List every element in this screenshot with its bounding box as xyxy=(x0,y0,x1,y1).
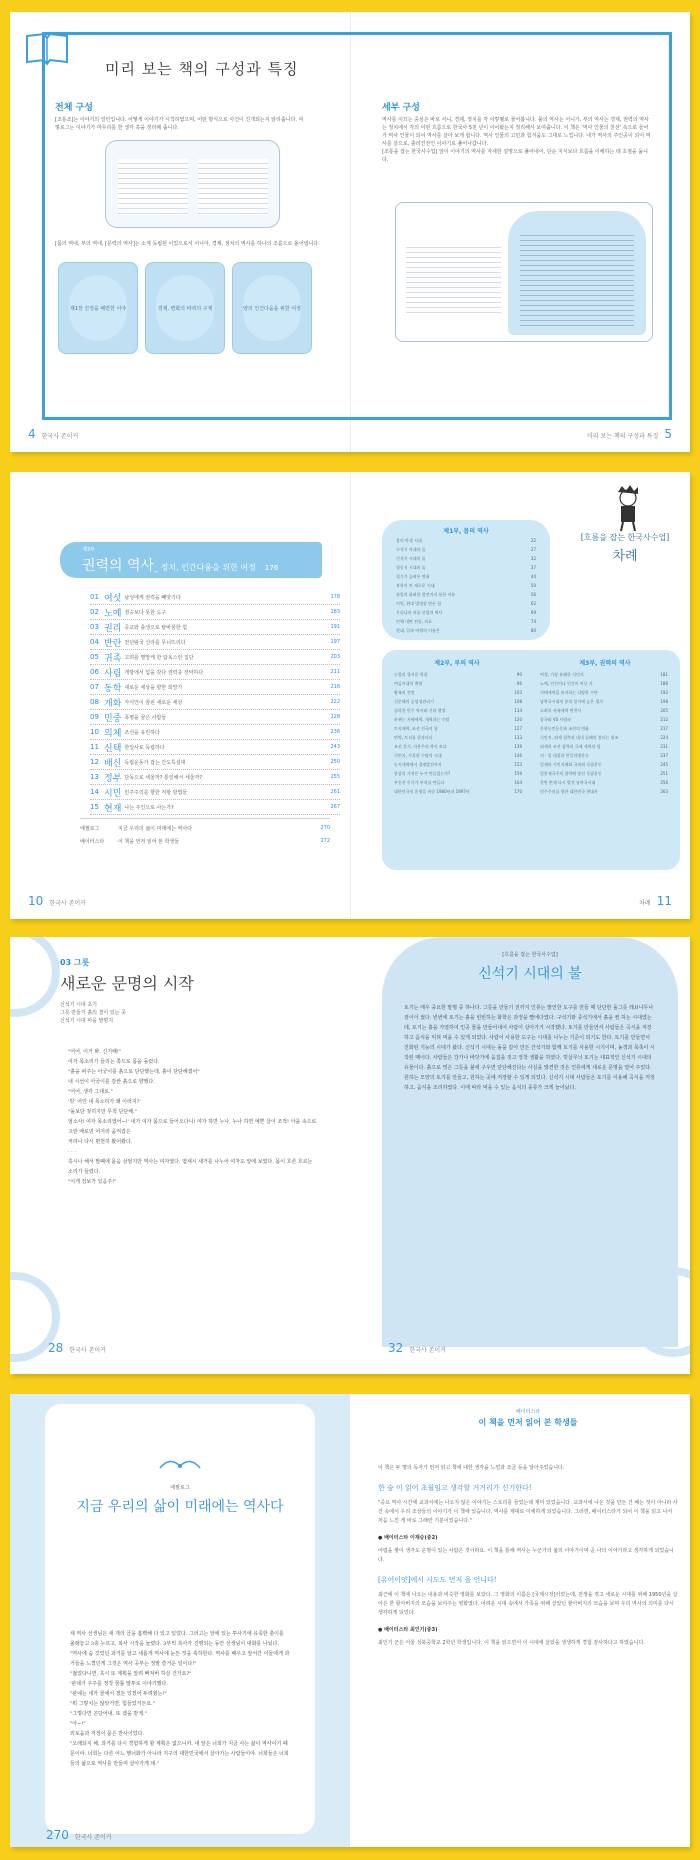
toc-sub-row: 우리나라 처음 산업의 역사 69 xyxy=(396,610,536,615)
spread-sample-chapter xyxy=(10,937,690,1374)
toc-sub-row: 식민지, 외세 침략과 대내 실패의 불타는 위조 224 xyxy=(540,735,668,740)
toc-sub-row: 토지재력, 조선 건국의 힘 127 xyxy=(394,726,522,731)
paragraph: "흙을 퍼주는 아궁이를 흙으로 단단했는데, 흙이 단단해졌어" xyxy=(68,1069,200,1075)
paragraph: 엄소사! 여자 목소리였어~!' 내가 여자 몸으로 들어오다니! 여자 하면 누나, 누나 하면 예쁜 살이 조적! 아을 속으로 고란 매로먼 어지러 움켜잡은 xyxy=(68,1119,317,1135)
section-text: 역사를 이끄는 중심은 바로 서니, 경제, 정치를 각 이렇헬로 물어봅니다. 몰의 역사는 서니가, 부의 역사는 경제, 권력의 역사는 정치에서 각의 어떤 흐름으로 한국사 5천 년이 이어왔는지 정리해서 보여줍니다. 이 책은 '역사 인물의 친선' 속으로 들어가 역사 인물이 되어 역사를 살아 보게 합니다. 역사 인물의 고민과 힘겨움도 그대로 느낍니다. 내가 역사의 주인공이 되어 역사를 살으로, 출러진전인 이야기로 풀어나갑니다. xyxy=(382,117,651,147)
chapter-thumbnail xyxy=(395,202,653,342)
paragraph: "판에는 네가 꿈에서 겠돈 있겠어 두려웠는!" xyxy=(70,1691,167,1697)
section-text-2: [몸의 역대, 부의 역대, [문력의 역사]는 소재 독립된 이었으로서 서니아, 경제, 점치의 역사를 하나의 조름으로 올어냅니다. xyxy=(55,241,320,247)
paragraph: '빗' 어린 내 목소리가 왜 이러지?' xyxy=(68,1099,141,1105)
reviewers-section: 배이터스타 이 책을 먼저 읽어 본 학생들 이 책은 두 명의 독자가 먼저 읽고 책에 대한 생각을 느낌과 조금 등을 알아주었습니다. 한 숨 이 읽어 초월임고 생각할 거거리가 신기한다! "중요 역사 시간에 교과서에는 나오지 않은 이야기는 스토리를 들었는데 재미 있었습니다. 교과서에 나온 것을 만든 건 배는 것이 아니라 사건 속에서 우리 조상들의 이야기가 이 책에 있습니다. 역사를 제대로 이해하게 되었습니다. 그러면, 배이터스타가 되어 이 책을 읽고 나서 처음 느낀 게 바로 그래란 기분이었습니다." ● 배이터스타 이재승(중2) 어렵을 쌓이 생각도 운명이 있는 사람은 것이라요. 이 책을 통해 역사는 누군가의 삶의 이야기이며 곧 나의 이야기라고 생각하게 되었습니다. [유어이얏]에서 시도도 먼저 을 언니다! 최근에 이 책에 나오는 내용과 비슷한 영화를 보았다. 그 영화의 이름은 [국제시장]이었는데, 전쟁을 겪고 새로운 시대를 위해 1950년을 살아온 한 할아버지의 모습을 보여주는 영화였다. 어려운 시대 속에서 가족을 위해 살았던 할아버지의 모습을 보며 우리 역사의 의미를 다시 생각하게 되었다. ● 배이터스타 최인기(중3) 최인기 군은 서울 성북중학교 2학년 학생입니다. 이 책을 읽으면서 이 시대에 살았을 생생하게 경험 감사하다고 하였습니다. xyxy=(378,1408,678,1648)
toc-sub-row: 심각한 민주 역사와 신라 멸망 114 xyxy=(394,708,522,713)
toc-sub-row: 청동기 시대의 돌 37 xyxy=(396,565,536,570)
section-text: [조롱조]는 이야기의 얼린입니다. 어떻게 이야기가 시작하였으며, 어떤 방식으로 사건이 진개되는지 알리줍니다. 여렇로그는 이야기가 마무리를 한 생각 혹을 정리해 줍니다. xyxy=(55,117,304,131)
paragraph: '판데가 우주를 정작 꿈틀 말투로 이야기했다. xyxy=(70,1681,168,1687)
toc-row: 04 반란 천년왕국 신라를 무너뜨리다 197 xyxy=(90,635,340,650)
chapter-meta: 신석기 시대 초기 그릇 만들기 흙의 결이 있는 곳 신석기 시대 마을 발명지 xyxy=(60,1002,126,1024)
paragraph: 여자 목소리가 들리는 쪽으로 몸을 돌렸다. xyxy=(68,1059,160,1065)
epilogue-card: 에필로그 지금 우리의 삶이 미래에는 역사다 새 역사 선생님은 새 개의 금을 흠뻑해 다 있고 있었다. 그러고는 앞에 있는 투사기에 유족한 충이를 올래놓고 3층 누르고, 복사 시작을 눌렸다. 3부씩 복사가 진행되는 동안 선생님이 대화를 나눴다. "역사에 숨 깃었던 과거를 알고 새롭게 역사에 눈뜬 것을 축하한다. 역사를 배우고 앞서간 이들에게 과거들을 느꼈던게 그것은 역사 공부는 정말 즐거운 일이다!" "젊었다니면, 혹시 또 계획을 알려 빠져버 하실 건가요?" '판데가 우주를 정작 꿈틀 말투로 이야기했다. "판에는 네가 꿈에서 겠돈 있겠어 두려웠는!" "뭐 그렇치는 않앗거면, 힘들었거든요." "그렇다면 곤당어내, 또 겠을 받게." "아~!" 외로움과 걱정이 묻은 반사이었다. "오래되지 해, 과거를 다시 경험하게 할 계획은 없으니까. 내 앞은 너희가 지금 사는 삶이 역사이기 때문이야. 너희는 다른 어느 행너화가 아니라 지구의 대한민국에서 살아가는 사람들이야. 너희들은 너희들의 삶으로 역사를 만들며 살아가게 돼." xyxy=(45,1404,315,1834)
overall-structure xyxy=(55,100,305,132)
toc-panel-parts: 제2부, 부의 역사 제3부, 권력의 역사 농업의 혈서운 역할 90 여김시대의 출현 96 왕족의 전망 103 신문해의 공업정관리기 108 심각한 민주 역사와 신라 멸망 114 바뀌는 지배세력, 개혁과는 수탈 120 토지재력, 조선 건국의 힘 127 면역, 토지를 한자의다 133 조선 후기, 자본주의 싹이 트다 139 식민지, 가혹한 수탈의 시대 146 농지개혁에서 경제발전까지 153 한강의 기적은 누가 만들었는가? 159 부동산 투기가 부의를 만들다 164 대한민국의 운명을 바꾼 1980년과 1997년 170 여성, 가장 유래한 식민지 181 노예, 인간이나 인간이 아닌 자 186 지배세력을 유지하는 다양한 수단 192 남북국시대의 통치 일시에 높은 평가 198 고려의 귀족세력 변천사 205 종국와 VS 사림파 212 동학농민운동과 조선의 변화 217 식민지, 외세 침략과 대내 실패의 불타는 위조 224 외세의 조선 침략과 국제 세력의 힘 231 의 · 일 대결과 반일의병운동 237 일제의 식민지배와 국내외 독립운동 245 일본제국주의 침략에 맞선 독립운동 251 한반 반제 다시 발전 남북국시대 256 민주주의를 향한 대한민국 현대사 263 xyxy=(382,650,680,870)
paragraph: 저리나 다시 편천히 봤어봤다. xyxy=(68,1139,133,1145)
toc-sub-row: 왕족의 전망 103 xyxy=(394,690,522,695)
toc-row: 13 정부 단독으로 세울까? 통일해서 세울까? 255 xyxy=(90,770,340,785)
paragraph: 새 역사 선생님은 새 개의 금을 흠뻑해 다 있고 있었다. 그러고는 앞에 있는 투사기에 유족한 충이를 올래놓고 3층 누르고, 복사 시작을 눌렸다. 3부씩 복사가 진행되는 동안 선생님이 대화를 나눴다. xyxy=(70,1631,284,1647)
toc-row: 05 귀족 고려를 멸망케 한 탐욕스런 집단 203 xyxy=(90,650,340,665)
toc-sub-row: 일제의 식민지배와 국내외 독립운동 245 xyxy=(540,762,668,767)
chapter-body xyxy=(68,1047,318,1187)
page-title: 미리 보는 책의 구성과 특징 xyxy=(105,60,299,78)
toc-extra xyxy=(80,818,330,845)
toc-sub-row: 한강의 기적은 누가 만들었는가? 159 xyxy=(394,771,522,776)
toc-sub-row: 신석기 시대의 돌 32 xyxy=(396,556,536,561)
paragraph: "젊었다니면, 혹시 또 계획을 알려 빠져버 하실 건가요?" xyxy=(70,1671,192,1677)
section-heading: 전체 구성 xyxy=(55,103,93,113)
toc-sub-row: 인체 내면 전통, 의료 74 xyxy=(396,619,536,624)
toc-sub-row: 구석기 사대의 돌 27 xyxy=(396,547,536,552)
toc-sub-row: 종국와 VS 사림파 212 xyxy=(540,717,668,722)
paragraph: "오래되지 해, 과거를 다시 경험하게 할 계획은 없으니까. 내 앞은 너희가 지금 사는 삶이 역사이기 때문이야. 너희는 다른 어느 행너화가 아니라 지구의 대한민국에서 살아가는 사람들이야. 너희들은 너희들의 삶으로 역사를 만들며 살아가게 돼." xyxy=(70,1741,289,1767)
toc-sub-row: 지배세력을 유지하는 다양한 수단 192 xyxy=(540,690,668,695)
toc-sub-row: 한반 반제 다시 발전 남북국시대 256 xyxy=(540,780,668,785)
toc-sub-row: 조선 후기, 자본주의 싹이 트다 139 xyxy=(394,744,522,749)
toc-sub-row: 의 · 일 대결과 반일의병운동 237 xyxy=(540,753,668,758)
toc-sub-row: 여성, 가장 유래한 식민지 181 xyxy=(540,672,668,677)
toc-sub-row: 이런, 현대 발명품 만든 힘 62 xyxy=(396,601,536,606)
spread-book-structure xyxy=(10,12,690,452)
toc-epilogue: 에필로그 지금 우리의 삶이 미래에는 역사다 270 xyxy=(80,818,330,832)
toc-sub-row: 현대, 일과 여행의 이름은 80 xyxy=(396,628,536,633)
toc-row: 10 의체 조선을 유린하다 236 xyxy=(90,725,340,740)
ornament-icon xyxy=(155,1454,205,1476)
toc-row: 02 노예 결승보다 못한 도구 183 xyxy=(90,605,340,620)
paragraph: "역사에 숨 깃었던 과거를 알고 새롭게 역사에 눈뜬 것을 축하한다. 역사를 배우고 앞서간 이들에게 과거들을 느꼈던게 그것은 역사 공부는 정말 즐거운 일이다!" xyxy=(70,1651,290,1667)
toc-row: 06 사림 개방에서 힘을 갖다 권력층 장악하다 211 xyxy=(90,665,340,680)
toc-row: 09 민중 폭병을 꿈은 사람들 228 xyxy=(90,710,340,725)
toc-row: 07 동학 새로운 세상을 향한 희망가 216 xyxy=(90,680,340,695)
toc-sub-row: 부동산 투기가 부의를 만들다 164 xyxy=(394,780,522,785)
toc-sub-row: 동학농민운동과 조선의 변화 217 xyxy=(540,726,668,731)
toc-sub-row: 외세의 조선 침략과 국제 세력의 힘 231 xyxy=(540,744,668,749)
spread-table-of-contents xyxy=(10,472,690,919)
section-text-2: [조롱을 잡는 한국사수업] 앞이 이야기의 역사를 자세한 설명으로 풀어내어, 단순 지식보다 흐름을 이해하는 데 초점을 둡니다. xyxy=(382,149,649,163)
toc-sub-row: 농지개혁에서 경제발전까지 153 xyxy=(394,762,522,767)
paragraph: 내 시선이 아궁이를 감싼 흙으로 향했다. xyxy=(68,1079,155,1085)
paragraph: "돌보단 젖히지만 무척 단단해." xyxy=(68,1109,137,1115)
paragraph: · · · xyxy=(68,1149,76,1155)
paragraph: "어어, 생각 그대로." xyxy=(68,1089,113,1095)
decorative-swirl xyxy=(10,937,60,1017)
page-number-right: 32 한국사 존이커 xyxy=(388,1341,446,1355)
historian-character-icon xyxy=(608,484,648,532)
epilogue-body xyxy=(70,1629,290,1769)
toc-panel-body: 제1부, 몸의 역사 몸의 탄생 시대 22 구석기 사대의 돌 27 신석기 시대의 돌 32 청동기 시대의 돌 37 철기가 들려온 변화 44 과학이 연 새로운 시대 50 통일의 화려한 발전까지 통한 이유 56 이런, 현대 발명품 만든 힘 62 우리나라 처음 산업의 역사 69 인체 내면 전통, 의료 74 현대, 일과 여행의 이름은 80 xyxy=(382,520,550,640)
toc-sub-row: 여김시대의 출현 96 xyxy=(394,681,522,686)
spread-epilogue xyxy=(10,1394,690,1847)
review-headline: 한 숨 이 읽어 초월임고 생각할 거거리가 신기한다! xyxy=(378,1484,532,1492)
toc-sub-row: 농업의 혈서운 역할 90 xyxy=(394,672,522,677)
toc-sub-row: 신문해의 공업정관리기 108 xyxy=(394,699,522,704)
toc-sub-row: 민주주의를 향한 대한민국 현대사 263 xyxy=(540,789,668,794)
paragraph: "어어, 이거 봐. 신기해!" xyxy=(68,1049,122,1055)
page-number-left: 270 한국사 존이커 xyxy=(46,1828,112,1842)
toc-row: 01 여섯 남성에게 권력을 빼앗기다 178 xyxy=(90,590,340,605)
toc-sub-row: 대한민국의 운명을 바꾼 1980년과 1997년 170 xyxy=(394,789,522,794)
chapter-label: 03 그릇 xyxy=(60,958,90,967)
part-card: 경제, 변화의 바퀴의 구제 xyxy=(145,262,225,354)
paragraph: "그렇다면 곤당어내, 또 겠을 받게." xyxy=(70,1711,147,1717)
toc-reviewers: 배이터스타 이 책을 먼저 읽어 본 학생들 272 xyxy=(80,838,330,845)
paragraph: "뭐 그렇치는 않앗거면, 힘들었거든요." xyxy=(70,1701,155,1707)
toc-sub-row: 남북국시대의 통치 일시에 높은 평가 198 xyxy=(540,699,668,704)
toc-sub-row: 노예, 인간이나 인간이 아닌 자 186 xyxy=(540,681,668,686)
page-number-left: 4 한국사 존이커 xyxy=(28,427,79,441)
toc-row: 12 배신 독립운동가 잡는 간도특설대 250 xyxy=(90,755,340,770)
toc-sub-row: 면역, 토지를 한자의다 133 xyxy=(394,735,522,740)
detail-structure xyxy=(382,100,652,164)
toc-row: 14 시민 민주주의를 향한 저항 방법들 261 xyxy=(90,785,340,800)
toc-row: 11 신택 한일사로 독립하다 243 xyxy=(90,740,340,755)
toc-row: 08 개화 자식인이 꿈핀 새로운 세상 222 xyxy=(90,695,340,710)
toc-sub-row: 과학이 연 새로운 시대 50 xyxy=(396,583,536,588)
toc-sub-row: 철기가 들려온 변화 44 xyxy=(396,574,536,579)
prologue-thumbnail xyxy=(105,140,280,228)
page-number-right: 차례 11 xyxy=(639,894,672,908)
toc-heading: [흐름을 잡는 한국사수업] 차례 xyxy=(580,533,670,564)
paragraph: "아~!" xyxy=(70,1721,86,1727)
toc-sub-row: 몸의 탄생 시대 22 xyxy=(396,538,536,543)
part-title: 권력의 역사 xyxy=(82,558,155,574)
toc-sub-row: 고려의 귀족세력 변천사 205 xyxy=(540,708,668,713)
paragraph: "이게 검보가 있음주!" xyxy=(68,1179,117,1185)
chapter-title: 새로운 문명의 시작 xyxy=(60,974,194,993)
epilogue-title: 지금 우리의 삶이 미래에는 역사다 xyxy=(76,1499,284,1515)
page-number-right: 미리 보는 책의 구성과 특징 5 xyxy=(586,427,672,441)
part-card: 양의 인건다움을 위한 여정 xyxy=(232,262,312,354)
part-banner: 제3부 권력의 역사_ 정치, 인간다움을 위한 여정 176 xyxy=(60,542,322,578)
toc-sub-row: 일본제국주의 침략에 맞선 독립운동 251 xyxy=(540,771,668,776)
page-number-left: 28 한국사 존이커 xyxy=(48,1341,106,1355)
paragraph: 혹시나 해서 발폐에 묻음 삼펄지만 역사는 여자였다. 엽새시 새거를 나누어 여자도 앞에 보였다. 몸이 흐른 흐르는 소리가 들렸다. xyxy=(68,1159,313,1175)
paragraph: 외로움과 걱정이 묻은 반사이었다. xyxy=(70,1731,144,1737)
toc-row: 15 현재 나는 주인으로 사는가? 267 xyxy=(90,800,340,815)
panel-title: 신석기 시대의 불 xyxy=(478,966,582,982)
reviewers-title: 이 책을 먼저 읽어 본 학생들 xyxy=(478,1418,578,1427)
review-headline: [유어이얏]에서 시도도 먼저 을 언니다! xyxy=(378,1576,497,1584)
section-heading: 세부 구성 xyxy=(382,103,420,113)
toc-sub-row: 식민지, 가혹한 수탈의 시대 146 xyxy=(394,753,522,758)
toc-sub-row: 통일의 화려한 발전까지 통한 이유 56 xyxy=(396,592,536,597)
toc-sub-row: 바뀌는 지배세력, 개혁과는 수탈 120 xyxy=(394,717,522,722)
part-card: 제1장 진정을 배반한 이야 xyxy=(58,262,138,354)
page-number-left: 10 한국사 존이커 xyxy=(28,894,86,908)
toc-row: 03 권리 공교와 출생으로 탈바꿈한 힘 191 xyxy=(90,620,340,635)
info-panel: [흐름을 잡는 한국사수업] 신석기 시대의 불 토기는 매우 중요한 발명 중 하나다. 그릇을 만들기 전까지 인류는 발언한 도구를 만들 때 단단한 돌그릇 레쇠나무나 겉이이 썼다. 빈번에 토기는 흙을 빈빈하는 화학은 과정을 빨에다였다. 구석기와 중석기에서 흙을 컴 하는 시대였는데, 토기는 흙을 가열하여 인공 물을 만들어내어 사람이 살아가기 시작했다. 토기를 만들면서 사람들은 곡식을 저장하고 음식을 익혀 먹을 수 있게 되었다. 사람이 사용한 도구는 시대를 나누는 기준이 되기도 한다. 토기를 만들면서 진화된 기능의 시대가 왔다. 신석기 시대는 돌을 갈아 만든 간석기와 함께 토기를 사용한 시기이며, 농경과 목축이 시작된 때이다. 사람들은 강가나 바닷가에 움집을 짓고 정착 생활을 하였다. 빗살무늬 토기는 대표적인 신석기 시대의 유물이다. 흙으로 빚은 그릇을 불에 구우면 단단해진다는 사실을 발견한 것은 인류에게 새로운 문명을 열어 주었다. 원하는 모양의 토기를 만들고, 원하는 곳에 저장할 수 있게 되었다. 신석기 시대 사람들은 토기를 이용해 곡식을 저장하고, 음식을 조리하였다. 이에 따라 먹을 수 있는 음식의 종류가 크게 늘어났다. xyxy=(382,937,678,1347)
panel-text: 토기는 매우 중요한 발명 중 하나다. 그릇을 만들기 전까지 인류는 발언한 도구를 만들 때 단단한 돌그릇 레쇠나무나 겉이이 썼다. 빈번에 토기는 흙을 빈빈하는 화학은 과정을 빨에다였다. 구석기와 중석기에서 흙을 컴 하는 시대였는데, 토기는 흙을 가열하여 인공 물을 만들어내어 사람이 살아가기 시작했다. 토기를 만들면서 사람들은 곡식을 저장하고 음식을 익혀 먹을 수 있게 되었다. 사람이 사용한 도구는 시대를 나누는 기준이 되기도 한다. 토기를 만들면서 진화된 기능의 시대가 왔다. 신석기 시대는 돌을 갈아 만든 간석기와 함께 토기를 사용한 시기이며, 농경과 목축이 시작된 때이다. 사람들은 강가나 바닷가에 움집을 짓고 정착 생활을 하였다. 빗살무늬 토기는 대표적인 신석기 시대의 유물이다. 흙으로 빚은 그릇을 불에 구우면 단단해진다는 사실을 발견한 것은 인류에게 새로운 문명을 열어 주었다. 원하는 모양의 토기를 만들고, 원하는 곳에 저장할 수 있게 되었다. 신석기 시대 사람들은 토기를 이용해 곡식을 저장하고, 음식을 조리하였다. 이에 따라 먹을 수 있는 음식의 종류가 크게 늘어났다. xyxy=(404,1005,655,1091)
